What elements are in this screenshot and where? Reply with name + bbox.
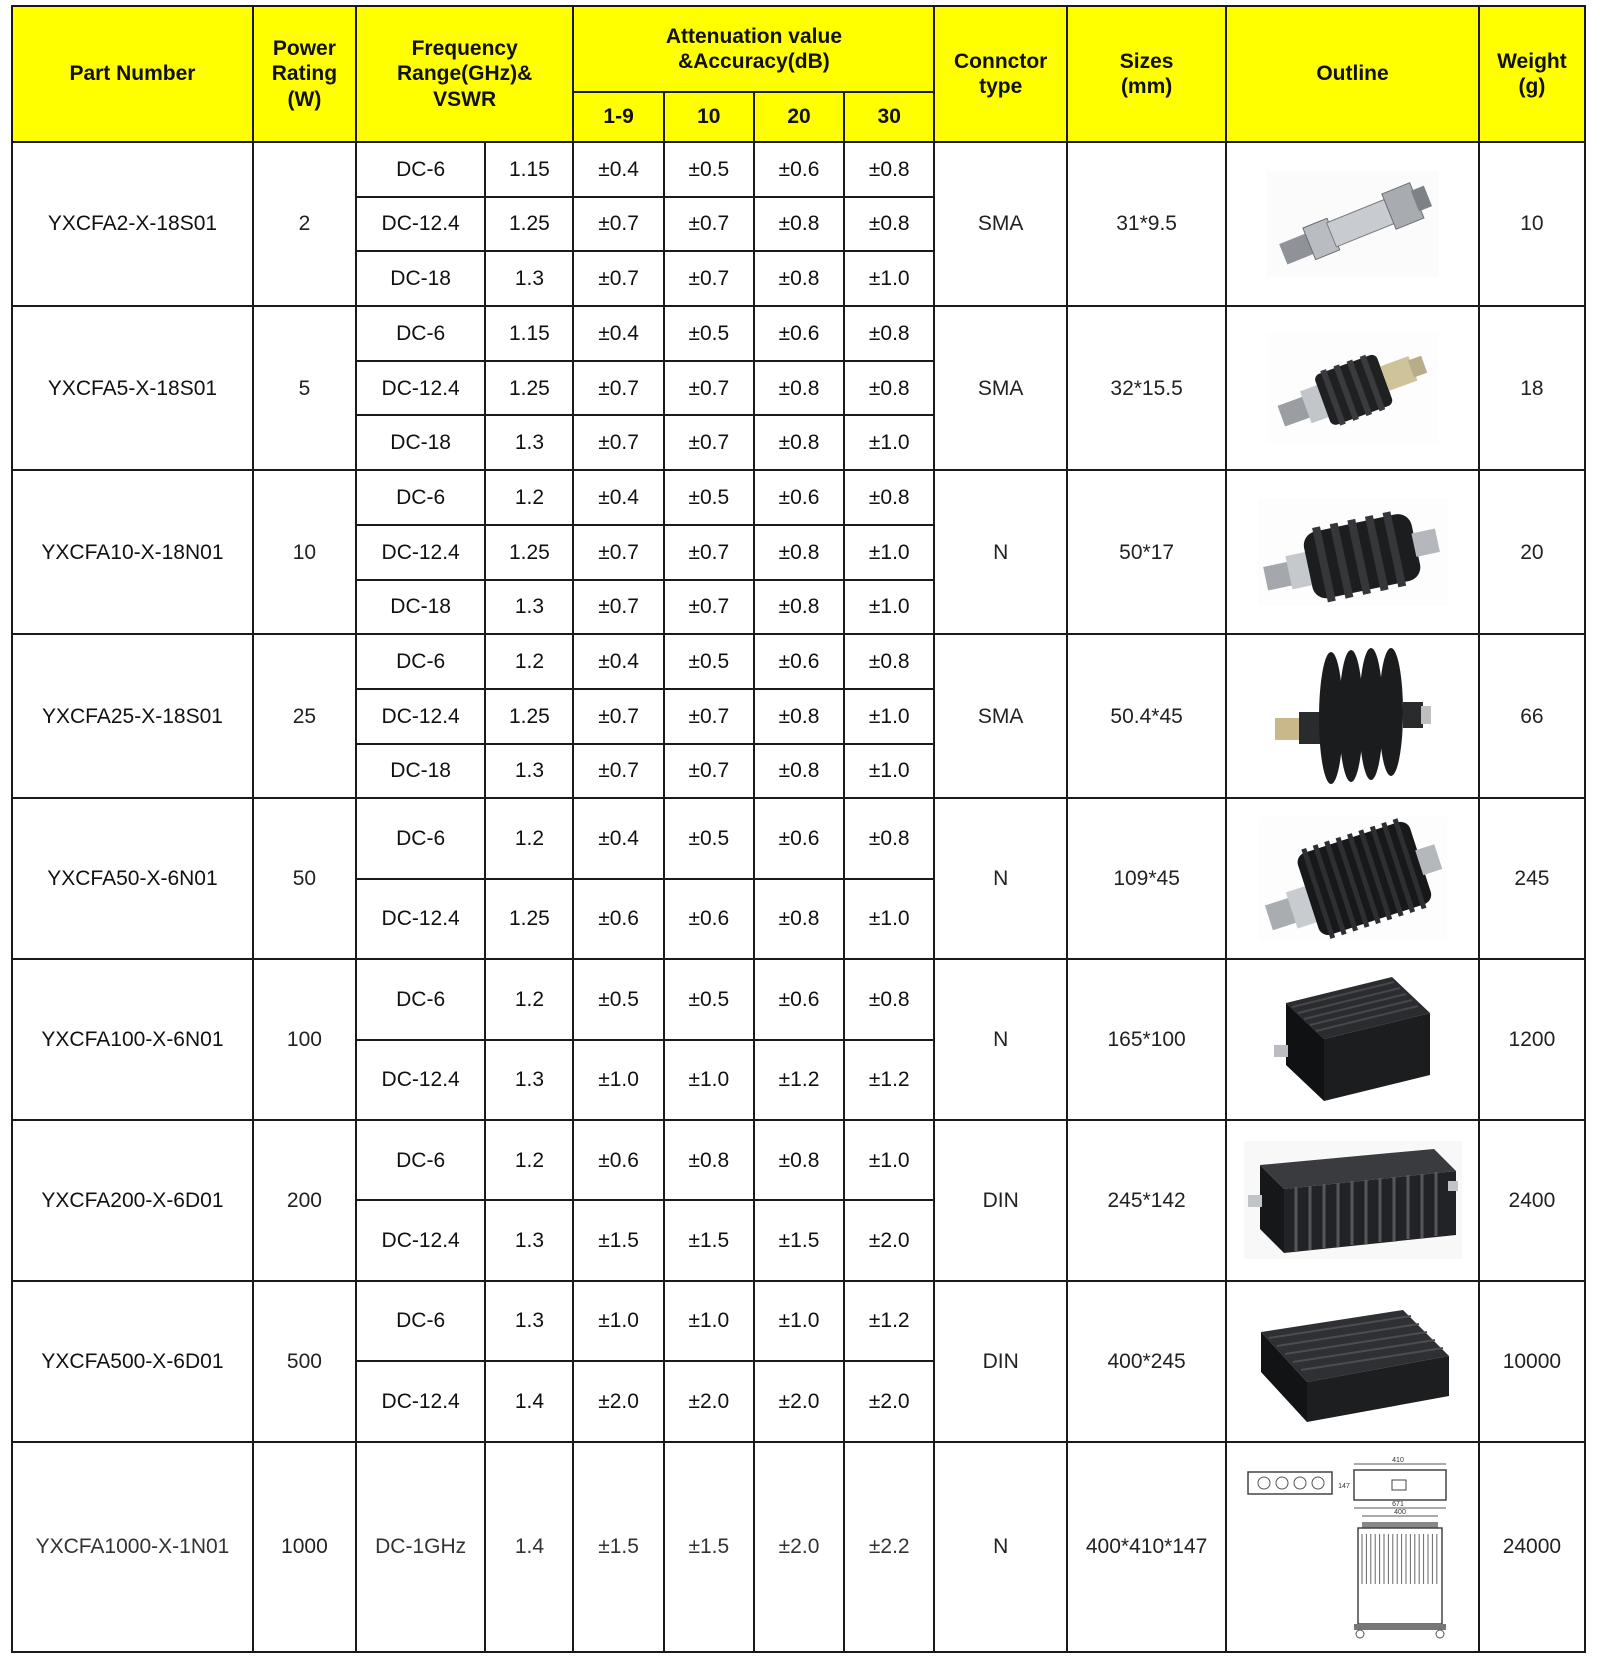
accuracy-cell: ±0.8 (844, 798, 934, 878)
vswr-cell: 1.4 (485, 1361, 573, 1441)
accuracy-cell: ±0.8 (754, 415, 844, 470)
sma-attenuator-small-icon (1227, 171, 1478, 277)
size-cell: 165*100 (1067, 959, 1226, 1120)
accuracy-cell: ±0.7 (664, 251, 754, 306)
frequency-cell: DC-6 (356, 306, 485, 361)
weight-cell: 10000 (1479, 1281, 1585, 1442)
accuracy-cell: ±0.8 (664, 1120, 754, 1200)
accuracy-cell: ±0.7 (573, 689, 663, 744)
outline-cell (1226, 1442, 1479, 1652)
accuracy-cell: ±0.8 (754, 251, 844, 306)
frequency-cell: DC-12.4 (356, 525, 485, 580)
accuracy-cell: ±0.7 (573, 744, 663, 799)
power-cell: 50 (253, 798, 356, 959)
table-row (12, 470, 1585, 525)
vswr-cell: 1.2 (485, 634, 573, 689)
header-weight (1479, 6, 1585, 142)
accuracy-cell: ±0.7 (573, 580, 663, 635)
connector-cell: SMA (934, 142, 1067, 306)
accuracy-cell: ±0.8 (844, 470, 934, 525)
header-frequency (356, 6, 574, 142)
vswr-cell: 1.3 (485, 1040, 573, 1120)
header-power-line: (W) (287, 87, 322, 111)
part-number-cell: YXCFA1000-X-1N01 (12, 1442, 253, 1652)
accuracy-cell: ±2.0 (754, 1361, 844, 1441)
accuracy-cell: ±0.5 (664, 306, 754, 361)
accuracy-cell: ±0.5 (664, 142, 754, 197)
accuracy-cell: ±0.5 (664, 634, 754, 689)
size-cell: 245*142 (1067, 1120, 1226, 1281)
accuracy-cell: ±1.5 (664, 1442, 754, 1652)
size-cell: 31*9.5 (1067, 142, 1226, 306)
accuracy-cell: ±0.7 (664, 744, 754, 799)
accuracy-cell: ±0.6 (664, 879, 754, 959)
weight-cell: 18 (1479, 306, 1585, 470)
connector-cell: SMA (934, 306, 1067, 470)
header-weight-line: Weight (1497, 49, 1567, 73)
connector-cell: N (934, 959, 1067, 1120)
outline-cell (1226, 634, 1479, 798)
header-attenuation-line: &Accuracy(dB) (678, 50, 830, 73)
frequency-cell: DC-6 (356, 470, 485, 525)
header-attenuation-line: Attenuation value (665, 24, 842, 48)
table-row (12, 1442, 1585, 1652)
accuracy-cell: ±0.8 (754, 1120, 844, 1200)
outline-cell (1226, 1281, 1479, 1442)
weight-cell: 2400 (1479, 1120, 1585, 1281)
accuracy-cell: ±1.0 (573, 1281, 663, 1361)
connector-cell: N (934, 470, 1067, 634)
vswr-cell: 1.4 (485, 1442, 573, 1652)
accuracy-cell: ±0.7 (664, 415, 754, 470)
accuracy-cell: ±0.6 (754, 798, 844, 878)
vswr-cell: 1.25 (485, 361, 573, 416)
power-cell: 1000 (253, 1442, 356, 1652)
header-att-30: 30 (844, 92, 934, 142)
header-connector (934, 6, 1067, 142)
accuracy-cell: ±1.0 (664, 1281, 754, 1361)
accuracy-cell: ±0.4 (573, 306, 663, 361)
accuracy-cell: ±0.8 (844, 197, 934, 252)
accuracy-cell: ±1.0 (844, 525, 934, 580)
accuracy-cell: ±0.7 (664, 197, 754, 252)
accuracy-cell: ±1.0 (844, 580, 934, 635)
header-outline: Outline (1226, 6, 1479, 142)
accuracy-cell: ±0.6 (573, 1120, 663, 1200)
part-number-cell: YXCFA100-X-6N01 (12, 959, 253, 1120)
accuracy-cell: ±1.0 (844, 251, 934, 306)
vswr-cell: 1.15 (485, 142, 573, 197)
size-cell: 400*245 (1067, 1281, 1226, 1442)
spec-table (11, 5, 1586, 1653)
frequency-cell: DC-18 (356, 580, 485, 635)
frequency-cell: DC-6 (356, 1281, 485, 1361)
accuracy-cell: ±0.6 (754, 470, 844, 525)
table-row (12, 1120, 1585, 1200)
header-frequency-line: Range(GHz)& (397, 62, 533, 86)
frequency-cell: DC-6 (356, 634, 485, 689)
frequency-cell: DC-18 (356, 251, 485, 306)
drawing-label: 400 (1393, 1508, 1406, 1516)
accuracy-cell: ±0.8 (754, 580, 844, 635)
frequency-cell: DC-6 (356, 959, 485, 1039)
connector-cell: SMA (934, 634, 1067, 798)
weight-cell: 10 (1479, 142, 1585, 306)
accuracy-cell: ±0.7 (664, 689, 754, 744)
weight-cell: 245 (1479, 798, 1585, 959)
power-cell: 5 (253, 306, 356, 470)
accuracy-cell: ±1.5 (664, 1200, 754, 1280)
accuracy-cell: ±0.4 (573, 634, 663, 689)
drawing-label: 671 (1391, 1500, 1404, 1508)
accuracy-cell: ±0.7 (573, 197, 663, 252)
header-att-10: 10 (664, 92, 754, 142)
vswr-cell: 1.25 (485, 197, 573, 252)
accuracy-cell: ±0.8 (754, 197, 844, 252)
outline-cell (1226, 959, 1479, 1120)
frequency-cell: DC-18 (356, 415, 485, 470)
part-number-cell: YXCFA5-X-18S01 (12, 306, 253, 470)
accuracy-cell: ±1.0 (754, 1281, 844, 1361)
frequency-cell: DC-6 (356, 798, 485, 878)
accuracy-cell: ±0.5 (664, 798, 754, 878)
table-row (12, 798, 1585, 878)
vswr-cell: 1.3 (485, 744, 573, 799)
finned-sma-attenuator-icon (1227, 333, 1478, 443)
header-frequency-line: VSWR (433, 87, 497, 111)
accuracy-cell: ±0.8 (844, 361, 934, 416)
frequency-cell: DC-12.4 (356, 879, 485, 959)
part-number-cell: YXCFA2-X-18S01 (12, 142, 253, 306)
part-number-cell: YXCFA500-X-6D01 (12, 1281, 253, 1442)
accuracy-cell: ±1.0 (844, 1120, 934, 1200)
vswr-cell: 1.3 (485, 1200, 573, 1280)
accuracy-cell: ±0.8 (844, 306, 934, 361)
accuracy-cell: ±0.8 (754, 744, 844, 799)
frequency-cell: DC-12.4 (356, 197, 485, 252)
frequency-cell: DC-12.4 (356, 689, 485, 744)
frequency-cell: DC-12.4 (356, 361, 485, 416)
accuracy-cell: ±0.8 (754, 525, 844, 580)
accuracy-cell: ±0.7 (664, 525, 754, 580)
accuracy-cell: ±0.8 (754, 879, 844, 959)
frequency-cell: DC-6 (356, 142, 485, 197)
outline-cell (1226, 306, 1479, 470)
connector-cell: N (934, 798, 1067, 959)
header-connector-line: type (979, 75, 1023, 98)
size-cell: 109*45 (1067, 798, 1226, 959)
accuracy-cell: ±1.0 (844, 689, 934, 744)
accuracy-cell: ±0.8 (844, 959, 934, 1039)
weight-cell: 24000 (1479, 1442, 1585, 1652)
disc-fin-attenuator-icon (1227, 646, 1478, 786)
accuracy-cell: ±0.7 (664, 361, 754, 416)
accuracy-cell: ±1.5 (573, 1442, 663, 1652)
accuracy-cell: ±2.0 (754, 1442, 844, 1652)
drawing-label: 410 (1391, 1456, 1404, 1464)
header-frequency-line: Frequency (411, 37, 518, 61)
vswr-cell: 1.3 (485, 580, 573, 635)
accuracy-cell: ±1.2 (844, 1040, 934, 1120)
accuracy-cell: ±0.7 (573, 251, 663, 306)
table-row (12, 142, 1585, 197)
accuracy-cell: ±0.7 (573, 361, 663, 416)
size-cell: 32*15.5 (1067, 306, 1226, 470)
size-cell: 50.4*45 (1067, 634, 1226, 798)
accuracy-cell: ±0.8 (754, 361, 844, 416)
vswr-cell: 1.2 (485, 470, 573, 525)
header-weight-line: (g) (1518, 75, 1546, 98)
accuracy-cell: ±0.6 (754, 634, 844, 689)
accuracy-cell: ±0.8 (844, 634, 934, 689)
vswr-cell: 1.2 (485, 1120, 573, 1200)
accuracy-cell: ±0.8 (844, 142, 934, 197)
accuracy-cell: ±0.6 (754, 959, 844, 1039)
box-heatsink-attenuator-icon (1227, 973, 1478, 1107)
vswr-cell: 1.25 (485, 879, 573, 959)
weight-cell: 1200 (1479, 959, 1585, 1120)
accuracy-cell: ±2.0 (664, 1361, 754, 1441)
outline-cell (1226, 470, 1479, 634)
size-cell: 50*17 (1067, 470, 1226, 634)
weight-cell: 20 (1479, 470, 1585, 634)
accuracy-cell: ±0.6 (754, 142, 844, 197)
vswr-cell: 1.3 (485, 251, 573, 306)
table-row (12, 306, 1585, 361)
connector-cell: DIN (934, 1281, 1067, 1442)
heatsink-n-attenuator-icon (1227, 817, 1478, 941)
accuracy-cell: ±0.6 (754, 306, 844, 361)
connector-cell: DIN (934, 1120, 1067, 1281)
accuracy-cell: ±0.4 (573, 798, 663, 878)
part-number-cell: YXCFA200-X-6D01 (12, 1120, 253, 1281)
accuracy-cell: ±0.5 (664, 470, 754, 525)
header-att-20: 20 (754, 92, 844, 142)
finned-n-attenuator-icon (1227, 498, 1478, 606)
frequency-cell: DC-18 (356, 744, 485, 799)
power-cell: 10 (253, 470, 356, 634)
part-number-cell: YXCFA10-X-18N01 (12, 470, 253, 634)
header-att-1-9: 1-9 (573, 92, 663, 142)
header-power-rating (253, 6, 356, 142)
header-power-line: Power (272, 37, 336, 61)
power-cell: 25 (253, 634, 356, 798)
accuracy-cell: ±0.4 (573, 470, 663, 525)
spec-body (12, 142, 1585, 1652)
vswr-cell: 1.3 (485, 1281, 573, 1361)
outline-cell (1226, 1120, 1479, 1281)
accuracy-cell: ±1.5 (754, 1200, 844, 1280)
part-number-cell: YXCFA25-X-18S01 (12, 634, 253, 798)
power-cell: 100 (253, 959, 356, 1120)
dimension-drawing-icon (1227, 1454, 1478, 1640)
frequency-cell: DC-12.4 (356, 1200, 485, 1280)
accuracy-cell: ±2.0 (844, 1200, 934, 1280)
header-sizes-line: Sizes (1119, 49, 1174, 73)
outline-cell (1226, 142, 1479, 306)
accuracy-cell: ±0.7 (573, 415, 663, 470)
vswr-cell: 1.2 (485, 798, 573, 878)
power-cell: 200 (253, 1120, 356, 1281)
accuracy-cell: ±0.5 (573, 959, 663, 1039)
table-row (12, 959, 1585, 1039)
wide-heatsink-attenuator-icon (1227, 1292, 1478, 1430)
connector-cell: N (934, 1442, 1067, 1652)
header-part-number: Part Number (12, 6, 253, 142)
frequency-cell: DC-6 (356, 1120, 485, 1200)
part-number-cell: YXCFA50-X-6N01 (12, 798, 253, 959)
vswr-cell: 1.3 (485, 415, 573, 470)
drawing-label: 147 (1337, 1482, 1350, 1490)
power-cell: 500 (253, 1281, 356, 1442)
accuracy-cell: ±0.4 (573, 142, 663, 197)
vswr-cell: 1.25 (485, 525, 573, 580)
accuracy-cell: ±0.7 (573, 525, 663, 580)
vswr-cell: 1.2 (485, 959, 573, 1039)
accuracy-cell: ±1.0 (844, 744, 934, 799)
weight-cell: 66 (1479, 634, 1585, 798)
frequency-cell: DC-1GHz (356, 1442, 485, 1652)
table-row (12, 634, 1585, 689)
accuracy-cell: ±2.2 (844, 1442, 934, 1652)
accuracy-cell: ±1.0 (844, 415, 934, 470)
frequency-cell: DC-12.4 (356, 1040, 485, 1120)
table-row (12, 1281, 1585, 1361)
accuracy-cell: ±2.0 (844, 1361, 934, 1441)
header-connector-line: Connctor (954, 49, 1048, 73)
accuracy-cell: ±1.2 (754, 1040, 844, 1120)
vswr-cell: 1.25 (485, 689, 573, 744)
accuracy-cell: ±0.8 (754, 689, 844, 744)
frequency-cell: DC-12.4 (356, 1361, 485, 1441)
size-cell: 400*410*147 (1067, 1442, 1226, 1652)
accuracy-cell: ±1.5 (573, 1200, 663, 1280)
large-heatsink-attenuator-icon (1227, 1141, 1478, 1259)
accuracy-cell: ±0.5 (664, 959, 754, 1039)
header-sizes-line: (mm) (1120, 75, 1173, 98)
accuracy-cell: ±2.0 (573, 1361, 663, 1441)
accuracy-cell: ±0.6 (573, 879, 663, 959)
power-cell: 2 (253, 142, 356, 306)
accuracy-cell: ±1.2 (844, 1281, 934, 1361)
accuracy-cell: ±1.0 (664, 1040, 754, 1120)
accuracy-cell: ±1.0 (573, 1040, 663, 1120)
header-power-line: Rating (271, 62, 338, 86)
header-attenuation (573, 6, 934, 92)
vswr-cell: 1.15 (485, 306, 573, 361)
accuracy-cell: ±1.0 (844, 879, 934, 959)
accuracy-cell: ±0.7 (664, 580, 754, 635)
outline-cell (1226, 798, 1479, 959)
header-sizes (1067, 6, 1226, 142)
